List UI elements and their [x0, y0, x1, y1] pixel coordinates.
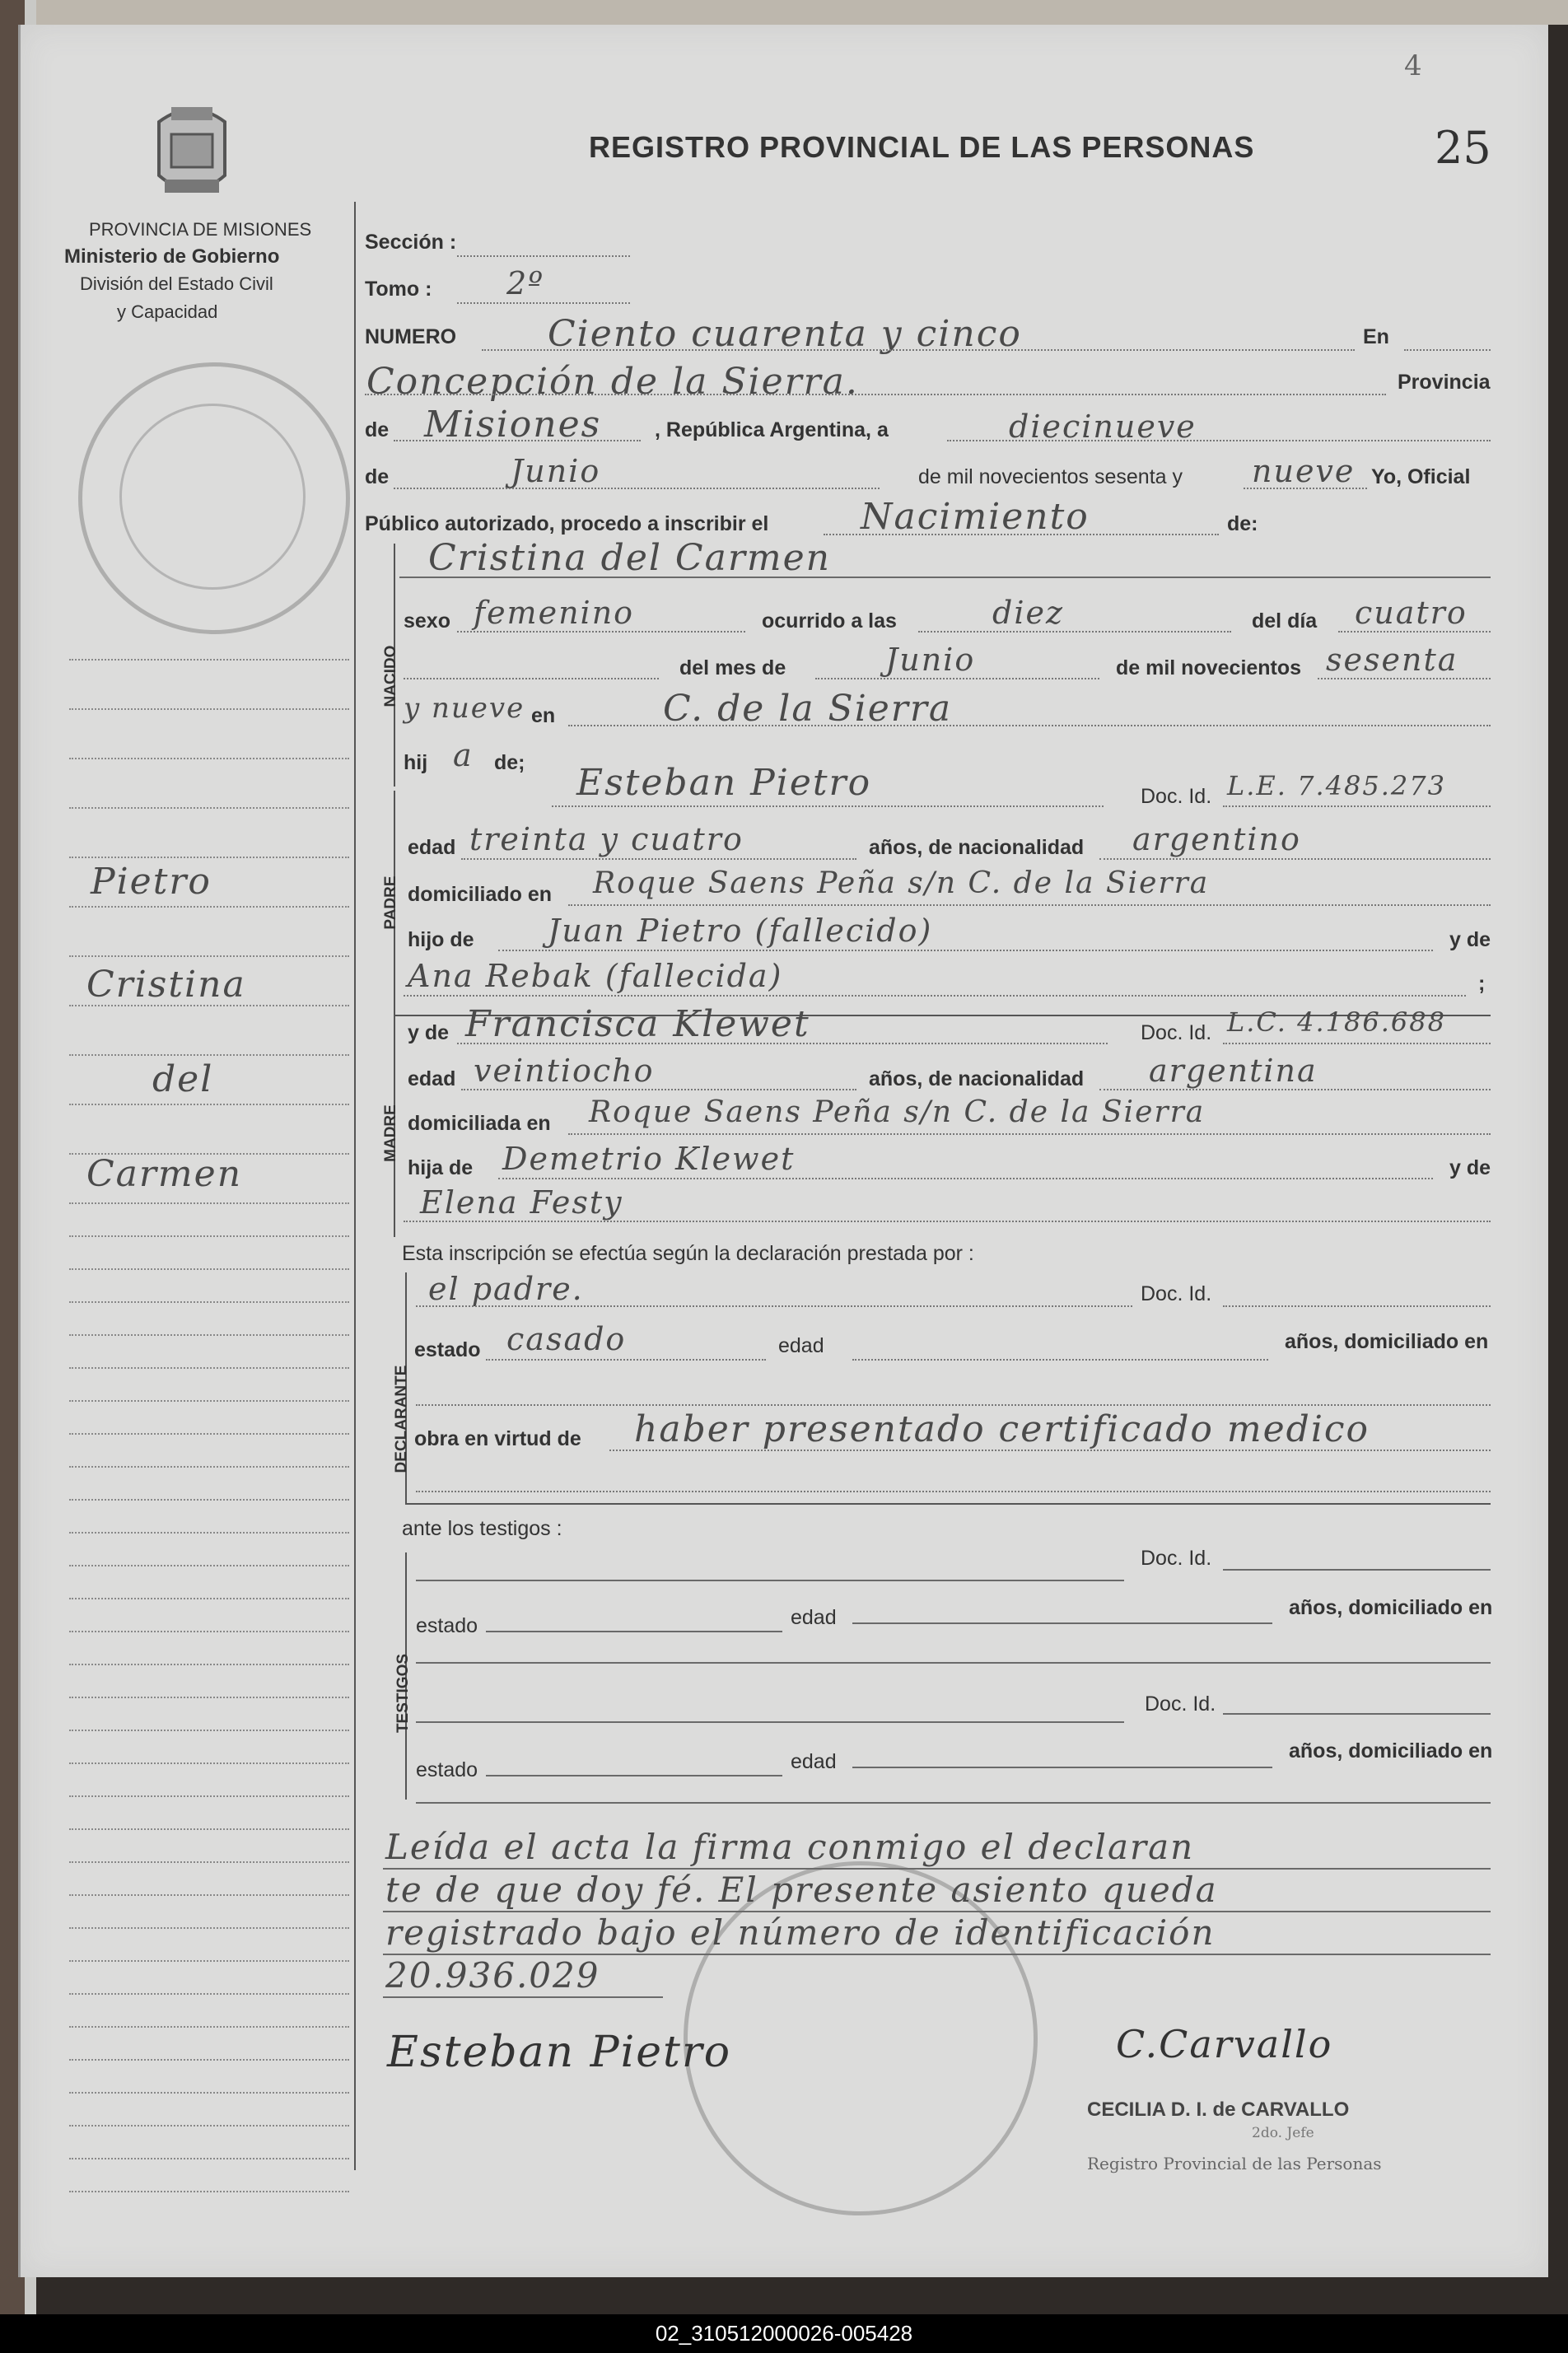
anos-domic-label: años, domiciliado en [1285, 1330, 1489, 1353]
de-mil-label: de mil novecientos sesenta y [918, 465, 1183, 488]
doc-id-label: Doc. Id. [1141, 785, 1212, 808]
mes-registro-value: Junio [511, 453, 601, 489]
page-title: REGISTRO PROVINCIAL DE LAS PERSONAS [589, 130, 1255, 164]
nombre-value: Cristina del Carmen [428, 537, 831, 579]
ante-label: ante los testigos : [402, 1517, 562, 1540]
padre-domicilio-value: Roque Saens Peña s/n C. de la Sierra [593, 866, 1210, 900]
padre-nac-value: argentino [1132, 821, 1301, 857]
y-de2-label: y de [408, 1021, 450, 1044]
side-testigos: TESTIGOS [394, 1653, 412, 1734]
republica-label: , República Argentina, a [655, 418, 889, 441]
declarant-signature: Esteban Pietro [387, 2028, 732, 2077]
seccion-label: Sección : [365, 231, 457, 254]
corner-mark: 4 [1404, 49, 1422, 82]
file-id-caption: 02_310512000026-005428 [0, 2314, 1568, 2353]
sidebar-ministry: Ministerio de Gobierno [64, 245, 280, 268]
padre-value: Esteban Pietro [576, 762, 872, 804]
officer-signature: C.Carvallo [1116, 2022, 1333, 2066]
edad-label-t1: edad [791, 1606, 837, 1629]
anos-domic-label-t1: años, domiciliado en [1289, 1596, 1493, 1619]
obra-label: obra en virtud de [414, 1427, 581, 1450]
doc-id-label-madre: Doc. Id. [1141, 1021, 1212, 1044]
anos-nac-label-madre: años, de nacionalidad [869, 1067, 1085, 1090]
madre-domicilio-value: Roque Saens Peña s/n C. de la Sierra [589, 1095, 1206, 1129]
edad-label-t2: edad [791, 1750, 837, 1773]
numero-label: NUMERO [365, 325, 457, 348]
y-de-label: y de [1449, 928, 1491, 951]
dia-registro-value: diecinueve [1009, 409, 1197, 445]
margin-del: del [152, 1058, 214, 1100]
lugar-nac-value: C. de la Sierra [663, 688, 953, 730]
note-line-4: 20.936.029 [385, 1955, 600, 1996]
anio-value: nueve [1252, 453, 1356, 489]
hora-value: diez [992, 595, 1064, 631]
padre-madre-value: Ana Rebak (fallecida) [408, 958, 783, 994]
page-number: 25 [1435, 122, 1491, 174]
officer-title: 2do. Jefe [1252, 2125, 1314, 2141]
note-line-1: Leída el acta la firma conmigo el declaran [385, 1827, 1195, 1867]
officer-name: CECILIA D. I. de CARVALLO [1087, 2099, 1350, 2121]
en-label: En [1363, 325, 1389, 348]
decl-estado-value: casado [506, 1321, 627, 1357]
anos-nac-label: años, de nacionalidad [869, 836, 1085, 859]
de-label: de [365, 418, 390, 441]
side-padre: PADRE [382, 875, 399, 930]
de-semi-label: de; [494, 751, 525, 774]
padre-edad-value: treinta y cuatro [469, 821, 744, 857]
del-mes-label: del mes de [679, 656, 786, 679]
doc-id-label-t1: Doc. Id. [1141, 1547, 1212, 1570]
sidebar-division: División del Estado Civil [80, 273, 273, 294]
de-mil-label-2: de mil novecientos [1116, 656, 1302, 679]
margin-carmen: Carmen [86, 1153, 243, 1195]
side-nacido: NACIDO [382, 645, 399, 707]
padre-doc-value: L.E. 7.485.273 [1227, 770, 1446, 801]
madre-doc-value: L.C. 4.186.688 [1227, 1006, 1446, 1038]
semicolon-label: ; [1478, 972, 1486, 995]
edad-label: edad [408, 836, 456, 859]
doc-id-label-decl: Doc. Id. [1141, 1282, 1212, 1305]
provincia-label: Provincia [1398, 371, 1491, 394]
madre-value: Francisca Klewet [465, 1003, 810, 1045]
estado-label: estado [414, 1338, 481, 1361]
tomo-value: 2º [506, 265, 545, 301]
lugar-value: Concepción de la Sierra. [366, 361, 859, 403]
tipo-value: Nacimiento [861, 496, 1090, 538]
hij-label: hij [404, 751, 428, 774]
domiciliada-label: domiciliada en [408, 1112, 551, 1135]
anio-nac1-value: sesenta [1326, 642, 1458, 678]
de-colon-label: de: [1227, 512, 1258, 535]
margin-surname: Pietro [91, 861, 212, 903]
en2-label: en [531, 704, 556, 727]
numero-value: Ciento cuarenta y cinco [548, 313, 1022, 355]
doc-id-label-t2: Doc. Id. [1145, 1692, 1216, 1716]
edad-label-madre: edad [408, 1067, 456, 1090]
anio-nac2-value: y nueve [404, 692, 525, 725]
form-left-border [354, 202, 356, 2170]
sexo-label: sexo [404, 609, 450, 633]
edad-label-decl: edad [778, 1334, 824, 1357]
inscripcion-label: Esta inscripción se efectúa según la declaración prestada por : [402, 1242, 974, 1265]
y-de-label-madre: y de [1449, 1156, 1491, 1179]
official-stamp-inner [119, 404, 306, 590]
madre-padre-value: Demetrio Klewet [502, 1141, 796, 1177]
estado-label-t2: estado [416, 1758, 478, 1781]
mes-nac-value: Junio [885, 642, 976, 678]
sidebar-capacity: y Capacidad [117, 301, 218, 322]
hija-de-label: hija de [408, 1156, 474, 1179]
declarante-value: el padre. [428, 1271, 584, 1307]
estado-label-t1: estado [416, 1614, 478, 1637]
dia-nac-value: cuatro [1355, 595, 1468, 631]
ministry-seal-icon [147, 97, 237, 204]
madre-madre-value: Elena Festy [420, 1184, 623, 1221]
domiciliado-label: domiciliado en [408, 883, 553, 906]
side-declarante: DECLARANTE [393, 1365, 410, 1473]
note-line-3: registrado bajo el número de identificación [385, 1912, 1216, 1953]
officer-institution: Registro Provincial de las Personas [1087, 2154, 1382, 2173]
yo-oficial-label: Yo, Oficial [1371, 465, 1471, 488]
note-line-2: te de que doy fé. El presente asiento queda [385, 1870, 1218, 1910]
book-cover-strip [36, 0, 1568, 25]
de2-label: de [365, 465, 390, 488]
provincia-value: Misiones [424, 404, 602, 446]
del-dia-label: del día [1252, 609, 1318, 633]
tomo-label: Tomo : [365, 278, 432, 301]
publico-label: Público autorizado, procedo a inscribir el [365, 512, 769, 535]
side-madre: MADRE [382, 1104, 399, 1162]
madre-nac-value: argentina [1149, 1053, 1318, 1089]
madre-edad-value: veintiocho [474, 1053, 655, 1089]
sexo-value: femenino [474, 595, 635, 631]
obra-value: haber presentado certificado medico [634, 1408, 1370, 1450]
hij-suffix-value: a [453, 737, 474, 773]
padre-padre-value: Juan Pietro (fallecido) [548, 913, 933, 949]
hijo-de-label: hijo de [408, 928, 474, 951]
ocurrido-label: ocurrido a las [762, 609, 897, 633]
anos-domic-label-t2: años, domiciliado en [1289, 1739, 1493, 1762]
margin-first-name: Cristina [86, 964, 246, 1006]
sidebar-province: PROVINCIA DE MISIONES [89, 219, 312, 240]
